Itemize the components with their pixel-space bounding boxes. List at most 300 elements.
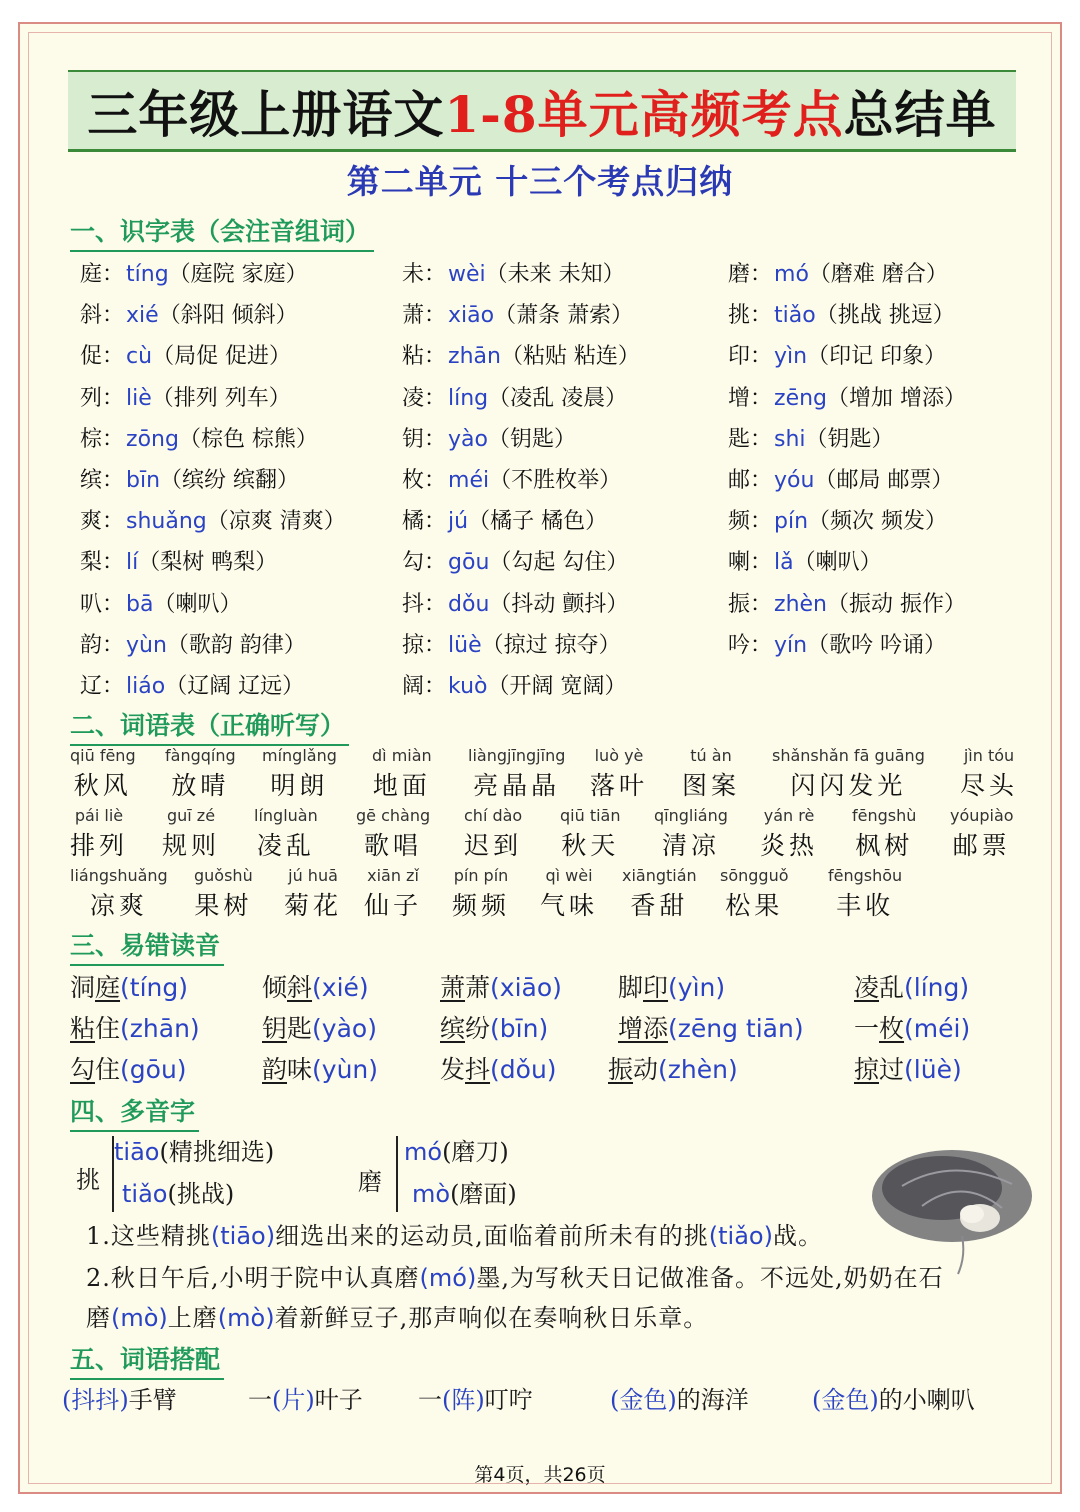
collocation-fill: (金色)	[610, 1386, 677, 1414]
literacy-row	[80, 540, 1040, 581]
vocab-hanzi: 丰收	[836, 891, 895, 920]
mispronounced-row	[70, 1050, 1050, 1090]
collocation-text: 叮咛	[484, 1386, 533, 1414]
vocab-pinyin: guī zé	[166, 806, 216, 825]
vocab-hanzi: 尽头	[960, 771, 1019, 800]
poly-reading	[412, 1174, 517, 1209]
literacy-entry	[728, 628, 1040, 659]
collocation-fill: (片)	[272, 1386, 315, 1414]
entry-words: （勾起 勾住）	[489, 550, 629, 576]
vocab-word	[760, 806, 818, 862]
literacy-entry	[80, 587, 402, 618]
literacy-row	[80, 293, 1040, 334]
entry-pinyin: líng	[448, 385, 489, 411]
entry-pinyin: kuò	[448, 673, 488, 699]
entry-words: （歌韵 韵律）	[166, 632, 306, 658]
vocab-hanzi: 炎热	[760, 831, 819, 860]
word-pinyin: (xié)	[312, 973, 369, 1002]
sentence-text: 磨	[86, 1304, 111, 1332]
entry-words: （增加 增添）	[827, 385, 967, 411]
vocab-pinyin: fàngqíng	[165, 746, 236, 765]
vocab-pinyin: qì wèi	[545, 866, 593, 885]
title-part2: 1-8单元高频考点	[444, 84, 844, 144]
target-character: 抖	[465, 1055, 491, 1084]
entry-character: 匙：	[728, 426, 773, 452]
vocab-row	[70, 746, 1050, 806]
entry-character: 爽：	[80, 509, 125, 535]
vocab-pinyin: qiū fēng	[70, 746, 136, 765]
poly-pinyin: mó	[404, 1138, 443, 1166]
entry-character: 邮：	[728, 468, 773, 494]
vocab-word	[590, 746, 648, 802]
vocab-hanzi: 松果	[725, 891, 784, 920]
target-character: 斜	[287, 973, 313, 1002]
collocation-row	[62, 1380, 1022, 1416]
mispronounced-word	[262, 1050, 378, 1086]
vocab-word	[560, 806, 621, 862]
vocab-word	[950, 806, 1014, 862]
literacy-entry	[728, 587, 1040, 618]
literacy-entry	[402, 257, 728, 288]
literacy-row	[80, 252, 1040, 293]
literacy-row	[80, 582, 1040, 623]
vocab-hanzi: 迟到	[464, 831, 523, 860]
entry-pinyin: liáo	[126, 673, 166, 699]
entry-words: （斜阳 倾斜）	[158, 303, 298, 329]
word-pinyin: (gōu)	[120, 1055, 187, 1084]
title-part1: 三年级上册语文	[87, 84, 445, 144]
word-pinyin: (tíng)	[120, 973, 188, 1002]
vocab-word	[70, 806, 128, 862]
word-character: 发	[440, 1055, 466, 1084]
word-character: 萧	[465, 973, 491, 1002]
entry-character: 增：	[728, 385, 773, 411]
entry-words: （局促 促进）	[152, 344, 292, 370]
entry-pinyin: cù	[126, 344, 153, 370]
entry-words: （印记 印象）	[807, 344, 947, 370]
target-character: 韵	[262, 1055, 288, 1084]
sentence-pinyin: (mò)	[111, 1304, 168, 1332]
entry-pinyin: tíng	[126, 262, 169, 288]
literacy-entry	[80, 339, 402, 370]
sentence-text: 着新鲜豆子,那声响似在奏响秋日乐章。	[274, 1304, 709, 1332]
vocab-hanzi: 亮晶晶	[473, 771, 561, 800]
mispronounced-word	[262, 1009, 377, 1045]
literacy-entry	[80, 628, 402, 659]
vocab-hanzi: 邮票	[952, 831, 1011, 860]
vocab-hanzi: 放晴	[171, 771, 230, 800]
word-character: 乱	[879, 973, 905, 1002]
entry-words: （粘贴 粘连）	[500, 344, 640, 370]
entry-words: （振动 振作）	[827, 591, 966, 617]
word-pinyin: (líng)	[904, 973, 970, 1002]
collocation-text: 手臂	[128, 1386, 177, 1414]
literacy-entry	[80, 422, 402, 453]
vocab-hanzi: 落叶	[590, 771, 649, 800]
entry-words: （邮局 邮票）	[814, 468, 954, 494]
entry-words: （棕色 棕熊）	[178, 426, 318, 452]
vocab-pinyin: pín pín	[453, 866, 509, 885]
vocab-pinyin: guǒshù	[194, 866, 253, 885]
vocab-word	[654, 806, 728, 862]
entry-words: （抖动 颤抖）	[489, 591, 629, 617]
entry-words: （掠过 掠夺）	[481, 632, 621, 658]
sentence-text: 战。	[772, 1222, 823, 1250]
entry-words: （喇叭）	[793, 550, 882, 576]
collocation-text: 的海洋	[676, 1386, 749, 1414]
vocab-word	[720, 866, 789, 922]
entry-words: （磨难 磨合）	[808, 262, 948, 288]
entry-pinyin: yóu	[774, 468, 815, 494]
entry-character: 挑：	[728, 303, 773, 329]
target-character: 勾	[70, 1055, 96, 1084]
mispronounced-word	[854, 1009, 970, 1045]
entry-words: （梨树 鸭梨）	[138, 550, 278, 576]
vocab-hanzi: 果树	[194, 891, 253, 920]
vocab-hanzi: 凉爽	[89, 891, 148, 920]
poly-example: (磨面)	[450, 1180, 517, 1208]
literacy-entry	[402, 422, 728, 453]
literacy-entry	[728, 504, 1040, 535]
literacy-row	[80, 664, 1040, 705]
entry-pinyin: xiāo	[448, 303, 495, 329]
collocation-fill: (阵)	[442, 1386, 485, 1414]
word-character: 动	[633, 1055, 659, 1084]
poly-example: (挑战)	[167, 1180, 235, 1208]
vocab-word	[284, 866, 342, 922]
vocab-pinyin: chí dào	[464, 806, 523, 825]
entry-character: 棕：	[80, 426, 125, 452]
sentence-text: 墨,为写秋天日记做准备。不远处,奶奶在石	[476, 1264, 944, 1292]
entry-character: 橘：	[402, 509, 447, 535]
entry-pinyin: mó	[774, 262, 809, 288]
vocab-pinyin: liángshuǎng	[70, 866, 168, 885]
entry-pinyin: yùn	[126, 632, 167, 658]
vocab-pinyin: xiān zǐ	[367, 866, 419, 885]
entry-words: （萧条 萧索）	[494, 303, 634, 329]
entry-words: （辽阔 辽远）	[165, 673, 305, 699]
sentence-text: 1.这些精挑	[86, 1222, 211, 1250]
collocation-text: 一	[248, 1386, 272, 1414]
mispronounced-word	[618, 1009, 804, 1045]
vocab-hanzi: 菊花	[284, 891, 343, 920]
poly-example: (精挑细选)	[159, 1138, 275, 1166]
vocab-hanzi: 清凉	[661, 831, 720, 860]
poly-reading	[404, 1132, 509, 1167]
poly-pinyin: tiāo	[114, 1138, 160, 1166]
entry-character: 频：	[728, 509, 773, 535]
sentence-pinyin: (mò)	[217, 1304, 275, 1332]
vocab-pinyin: yóupiào	[950, 806, 1014, 825]
entry-words: （排列 列车）	[151, 385, 291, 411]
vocab-row	[70, 806, 1050, 866]
vocab-hanzi: 明朗	[270, 771, 329, 800]
vocab-hanzi: 图案	[682, 771, 741, 800]
entry-character: 凌：	[402, 385, 447, 411]
vocab-word	[356, 806, 430, 862]
poly-pinyin: tiǎo	[122, 1180, 168, 1208]
literacy-entry	[402, 545, 728, 576]
literacy-entry	[402, 381, 728, 412]
entry-character: 勾：	[402, 550, 447, 576]
literacy-entry	[80, 298, 402, 329]
entry-pinyin: yìn	[774, 344, 808, 370]
vocab-word	[464, 806, 522, 862]
literacy-entry	[728, 339, 1040, 370]
vocab-word	[194, 866, 253, 922]
word-character: 住	[95, 1014, 121, 1043]
target-character: 缤	[440, 1014, 466, 1043]
entry-pinyin: shi	[774, 426, 806, 452]
word-character: 脚	[618, 973, 644, 1002]
entry-pinyin: lí	[126, 550, 139, 576]
literacy-entry	[728, 672, 1040, 697]
entry-pinyin: liè	[126, 385, 152, 411]
entry-words: （缤纷 缤翻）	[160, 468, 300, 494]
entry-pinyin: lüè	[448, 632, 482, 658]
literacy-entry	[728, 545, 1040, 576]
collocation-text: 一	[418, 1386, 442, 1414]
vocab-word	[165, 746, 236, 802]
entry-words: （开阔 宽阔）	[487, 673, 627, 699]
entry-pinyin: bīn	[126, 468, 161, 494]
word-pinyin: (dǒu)	[490, 1055, 557, 1084]
vocab-pinyin: gē chàng	[356, 806, 431, 825]
vocab-pinyin: liàngjīngjīng	[468, 746, 566, 765]
literacy-entry	[402, 298, 728, 329]
vocab-row	[70, 866, 1050, 926]
entry-character: 枚：	[402, 468, 447, 494]
sentence-text: 细选出来的运动员,面临着前所未有的挑	[275, 1222, 709, 1250]
vocab-hanzi: 秋天	[561, 831, 620, 860]
literacy-entry	[80, 257, 402, 288]
vocab-pinyin: qīngliáng	[654, 806, 728, 825]
mispronounced-word	[70, 968, 188, 1004]
entry-words: （钥匙）	[487, 426, 576, 452]
target-character: 粘	[70, 1014, 96, 1043]
word-character: 过	[879, 1055, 905, 1084]
entry-words: （钥匙）	[805, 426, 894, 452]
vocab-pinyin: dì miàn	[372, 746, 432, 765]
target-character: 掠	[854, 1055, 880, 1084]
entry-character: 萧：	[402, 303, 447, 329]
literacy-entry	[402, 669, 728, 700]
entry-character: 振：	[728, 591, 773, 617]
word-character: 倾	[262, 973, 288, 1002]
title-part3: 总结单	[843, 84, 997, 144]
vocab-hanzi: 枫树	[855, 831, 914, 860]
section-heading-collocation: 五、词语搭配	[70, 1340, 224, 1380]
entry-character: 斜：	[80, 303, 125, 329]
entry-words: （挑战 挑逗）	[815, 303, 955, 329]
word-character: 匙	[287, 1014, 313, 1043]
entry-pinyin: méi	[448, 468, 490, 494]
literacy-entry	[728, 257, 1040, 288]
target-character: 庭	[95, 973, 121, 1002]
vocab-word	[70, 866, 168, 922]
mispronounced-word	[262, 968, 369, 1004]
sentence-pinyin: (tiǎo)	[708, 1222, 773, 1250]
literacy-entry	[402, 628, 728, 659]
word-pinyin: (xiāo)	[490, 973, 562, 1002]
collocation-fill: (抖抖)	[62, 1386, 129, 1414]
entry-character: 梨：	[80, 550, 125, 576]
vocab-word	[960, 746, 1018, 802]
entry-character: 辽：	[80, 673, 125, 699]
target-character: 钥	[262, 1014, 288, 1043]
poly-char-tiao: 挑	[76, 1166, 100, 1194]
sentence-text: 上磨	[167, 1304, 218, 1332]
entry-character: 吟：	[728, 632, 773, 658]
literacy-entry	[402, 504, 728, 535]
collocation-fill: (金色)	[812, 1386, 879, 1414]
literacy-entry	[402, 587, 728, 618]
word-character: 洞	[70, 973, 96, 1002]
vocab-pinyin: xiāngtián	[622, 866, 697, 885]
vocab-word	[162, 806, 220, 862]
literacy-row	[80, 499, 1040, 540]
mispronounced-word	[854, 1050, 962, 1086]
vocab-word	[452, 866, 510, 922]
entry-character: 粘：	[402, 344, 447, 370]
target-character: 萧	[440, 973, 466, 1002]
target-character: 凌	[854, 973, 880, 1002]
entry-character: 印：	[728, 344, 773, 370]
vocab-word	[70, 746, 136, 802]
section-heading-literacy: 一、识字表（会注音组词）	[70, 212, 374, 252]
word-pinyin: (méi)	[904, 1014, 971, 1043]
entry-words: （歌吟 吟诵）	[807, 632, 947, 658]
vocab-word	[540, 866, 598, 922]
entry-pinyin: pín	[774, 509, 809, 535]
target-character: 印	[643, 973, 669, 1002]
collocation-item	[62, 1380, 177, 1415]
vocab-hanzi: 规则	[162, 831, 221, 860]
vocab-pinyin: qiū tiān	[560, 806, 621, 825]
literacy-entry	[402, 463, 728, 494]
vocab-pinyin: tú àn	[690, 746, 732, 765]
word-character: 味	[287, 1055, 313, 1084]
entry-character: 掠：	[402, 632, 447, 658]
entry-character: 列：	[80, 385, 125, 411]
vocab-pinyin: pái liè	[74, 806, 124, 825]
literacy-entry	[728, 298, 1040, 329]
entry-words: （凉爽 清爽）	[206, 509, 346, 535]
page-title	[68, 70, 1016, 152]
entry-character: 缤：	[80, 468, 125, 494]
entry-pinyin: wèi	[448, 262, 486, 288]
page-footer: 第4页，共26页	[474, 1464, 606, 1486]
entry-pinyin: gōu	[448, 550, 490, 576]
entry-pinyin: yín	[774, 632, 808, 658]
sentence-pinyin: (mó)	[419, 1264, 477, 1292]
entry-character: 抖：	[402, 591, 447, 617]
literacy-entry	[80, 463, 402, 494]
section-heading-polyphonic: 四、多音字	[70, 1092, 199, 1132]
mispronounced-row	[70, 968, 1050, 1008]
vocab-word	[468, 746, 565, 802]
literacy-row	[80, 376, 1040, 417]
collocation-item	[610, 1380, 749, 1415]
literacy-entry	[80, 545, 402, 576]
word-pinyin: (zhān)	[120, 1014, 200, 1043]
entry-pinyin: yào	[448, 426, 488, 452]
vocab-pinyin: língluàn	[254, 806, 318, 825]
mispronounced-word	[854, 968, 969, 1004]
vocab-pinyin: fēngshù	[852, 806, 917, 825]
word-pinyin: (yìn)	[668, 973, 726, 1002]
entry-pinyin: zhān	[448, 344, 501, 370]
word-character: 纷	[465, 1014, 491, 1043]
literacy-row	[80, 334, 1040, 375]
mispronounced-word	[618, 968, 725, 1004]
vocab-hanzi: 地面	[372, 771, 431, 800]
entry-words: （频次 频发）	[808, 509, 948, 535]
vocab-hanzi: 仙子	[364, 891, 423, 920]
entry-words: （橘子 橘色）	[468, 509, 608, 535]
collocation-text: 的小喇叭	[878, 1386, 975, 1414]
vocab-word	[772, 746, 925, 802]
mispronounced-word	[440, 1009, 548, 1045]
entry-character: 喇：	[728, 550, 773, 576]
vocab-word	[372, 746, 432, 802]
word-pinyin: (zhèn)	[658, 1055, 738, 1084]
vocab-word	[254, 806, 318, 862]
literacy-row	[80, 623, 1040, 664]
entry-character: 未：	[402, 262, 447, 288]
unit-subtitle: 第二单元 十三个考点归纳	[346, 162, 734, 201]
mispronounced-word	[440, 968, 562, 1004]
literacy-row	[80, 458, 1040, 499]
poly-char-mo: 磨	[358, 1168, 382, 1196]
worksheet-page	[18, 22, 1062, 1494]
word-character: 一	[854, 1014, 880, 1043]
literacy-entry	[80, 381, 402, 412]
mispronounced-word	[70, 1050, 187, 1086]
vocab-word	[852, 806, 916, 862]
entry-words: （凌乱 凌晨）	[488, 385, 628, 411]
vocab-pinyin: fēngshōu	[828, 866, 903, 885]
example-sentence-2-cont	[86, 1298, 708, 1333]
example-sentence-1	[86, 1216, 823, 1251]
entry-character: 钥：	[402, 426, 447, 452]
word-pinyin: (zēng tiān)	[668, 1014, 804, 1043]
vocab-pinyin: mínglǎng	[262, 746, 337, 765]
vocab-word	[682, 746, 740, 802]
brace	[396, 1136, 398, 1212]
entry-character: 磨：	[728, 262, 773, 288]
entry-words: （庭院 家庭）	[168, 262, 308, 288]
vocab-word	[262, 746, 337, 802]
collocation-text: 叶子	[314, 1386, 363, 1414]
vocab-hanzi: 排列	[70, 831, 129, 860]
word-pinyin: (lüè)	[904, 1055, 962, 1084]
entry-words: （未来 未知）	[485, 262, 625, 288]
vocab-hanzi: 歌唱	[364, 831, 423, 860]
entry-pinyin: tiǎo	[774, 303, 816, 329]
entry-pinyin: lǎ	[774, 550, 794, 576]
vocab-word	[828, 866, 902, 922]
vocab-hanzi: 秋风	[73, 771, 132, 800]
entry-pinyin: xié	[126, 303, 159, 329]
entry-pinyin: jú	[448, 509, 469, 535]
entry-pinyin: dǒu	[448, 591, 490, 617]
literacy-entry	[80, 669, 402, 700]
word-character: 住	[95, 1055, 121, 1084]
lotus-leaf-illustration	[862, 1126, 1042, 1276]
vocab-pinyin: jìn tóu	[963, 746, 1015, 765]
entry-words: （喇叭）	[153, 591, 242, 617]
